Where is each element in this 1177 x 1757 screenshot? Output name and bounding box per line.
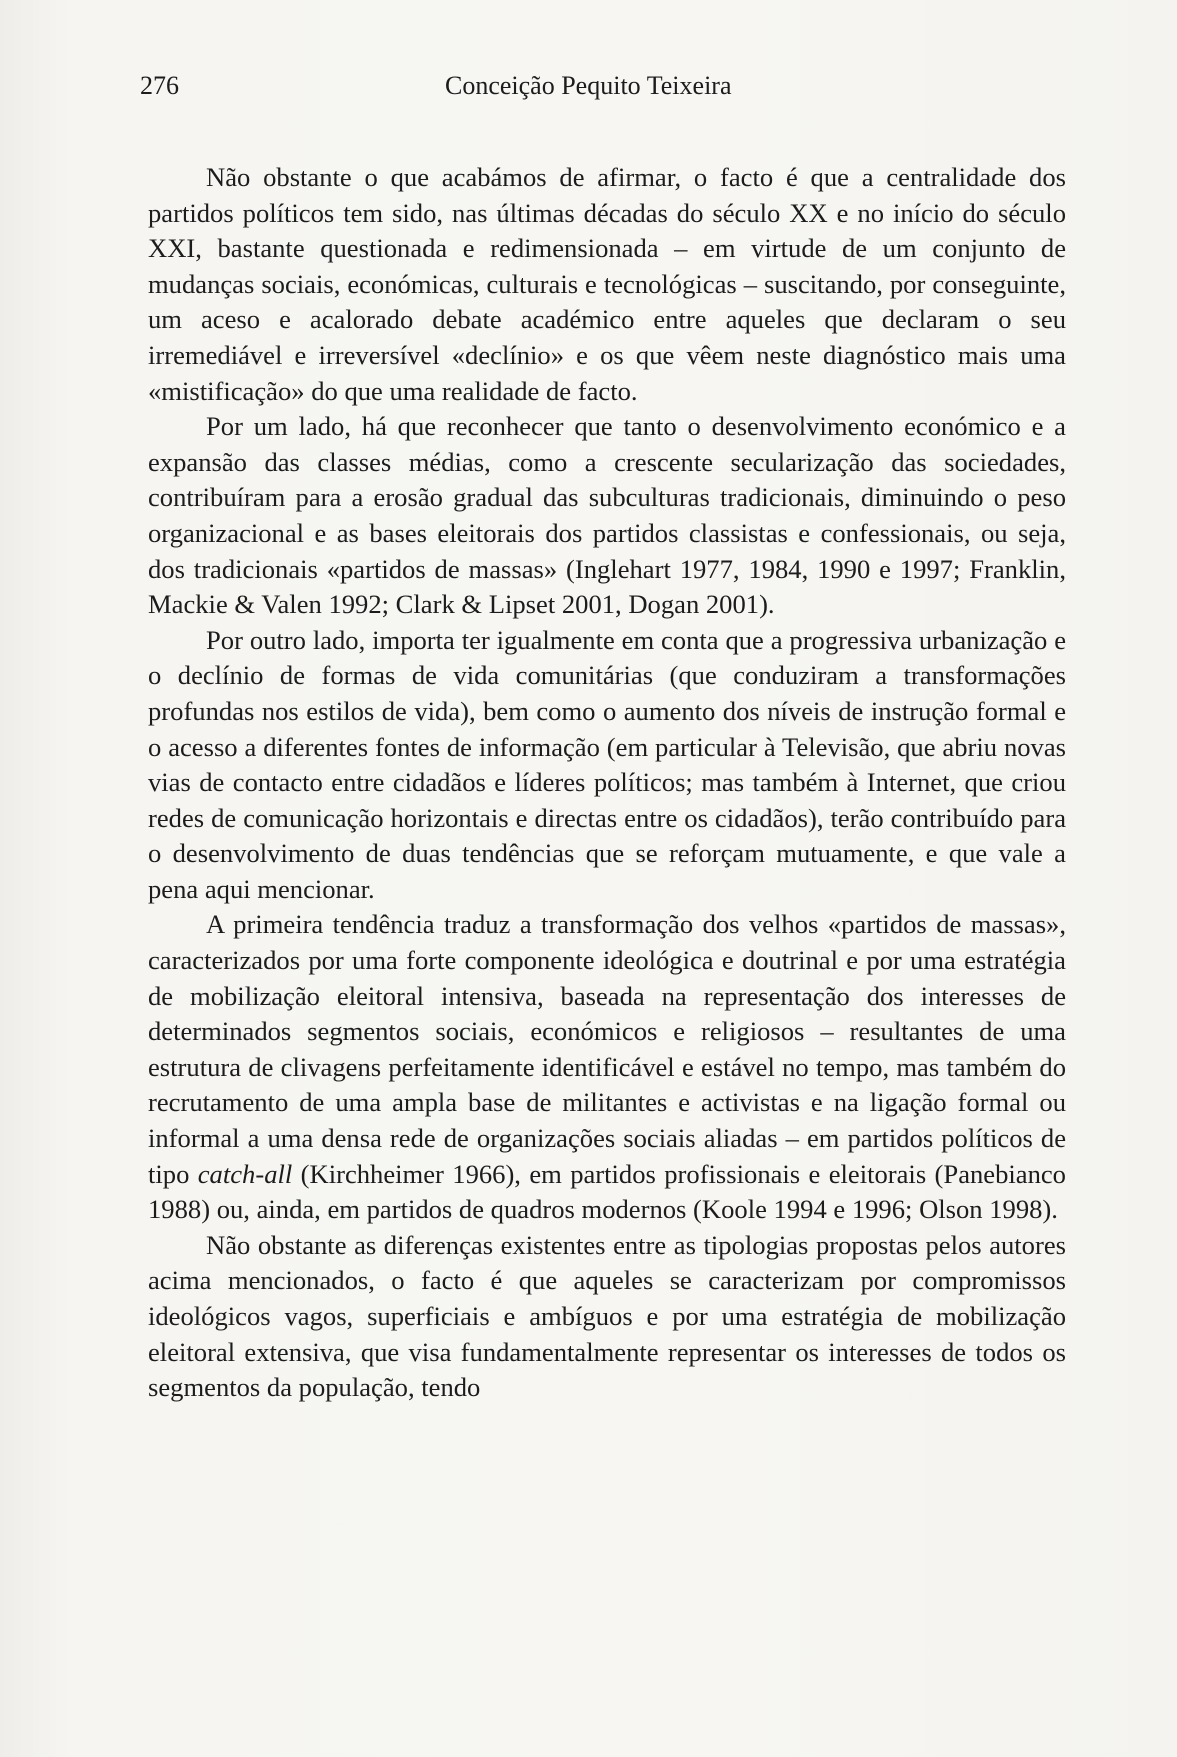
running-head <box>140 68 1070 104</box>
paragraph-text: (Kirchheimer 1966), em partidos profissionais e eleitorais (Panebianco 1988) ou, ainda, em partidos de quadros modernos (Koole 1994 e 1996; Olson 1998). <box>148 1158 1066 1225</box>
paragraph: Por um lado, há que reconhecer que tanto o desenvolvimento económico e a expansão das classes médias, como a crescente secularização das sociedades, contribuíram para a erosão gradual das subculturas tradicionais, diminuindo o peso organizacional e as bases eleitorais dos partidos classistas e confessionais, ou seja, dos tradicionais «partidos de massas» (Inglehart 1977, 1984, 1990 e 1997; Franklin, Mackie & Valen 1992; Clark & Lipset 2001, Dogan 2001). <box>148 411 1066 620</box>
paragraph: Não obstante o que acabámos de afirmar, o facto é que a centralidade dos partidos políticos tem sido, nas últimas décadas do século XX e no início do século XXI, bastante questionada e redimensionada – em virtude de um conjunto de mudanças sociais, económicas, culturais e tecnológicas – suscitando, por conseguinte, um aceso e acalorado debate académico entre aqueles que declaram o seu irremediável e irreversível «declínio» e os que vêem neste diagnóstico mais uma «mistificação» do que uma realidade de facto. <box>148 162 1066 406</box>
page-number: 276 <box>140 71 179 100</box>
paragraph-text: A primeira tendência traduz a transformação dos velhos «partidos de massas», caracterizados por uma forte componente ideológica e doutrinal e por uma estratégia de mobilização eleitoral intensiva, baseada na representação dos interesses de determinados segmentos sociais, económicos e religiosos – resultantes de uma estrutura de clivagens perfeitamente identificável e estável no tempo, mas também do recrutamento de uma ampla base de militantes e activistas e na ligação formal ou informal a uma densa rede de organizações sociais aliadas – em partidos políticos de tipo <box>148 909 1066 1189</box>
paragraph: Não obstante as diferenças existentes entre as tipologias propostas pelos autores acima mencionados, o facto é que aqueles se caracterizam por compromissos ideológicos vagos, superficiais e ambíguos e por uma estratégia de mobilização eleitoral extensiva, que visa fundamentalmente representar os interesses de todos os segmentos da população, tendo <box>148 1229 1066 1403</box>
body-text <box>148 160 1066 1406</box>
running-title: Conceição Pequito Teixeira <box>445 71 732 100</box>
paragraph <box>148 907 1066 1227</box>
italic-term: catch-all <box>197 1158 293 1189</box>
paragraph: Por outro lado, importa ter igualmente em conta que a progressiva urbanização e o declínio de formas de vida comunitárias (que conduziram a transformações profundas nos estilos de vida), bem como o aumento dos níveis de instrução formal e o acesso a diferentes fontes de informação (em particular à Televisão, que abriu novas vias de contacto entre cidadãos e líderes políticos; mas também à Internet, que criou redes de comunicação horizontais e directas entre os cidadãos), terão contribuído para o desenvolvimento de duas tendências que se reforçam mutuamente, e que vale a pena aqui mencionar. <box>148 624 1066 904</box>
